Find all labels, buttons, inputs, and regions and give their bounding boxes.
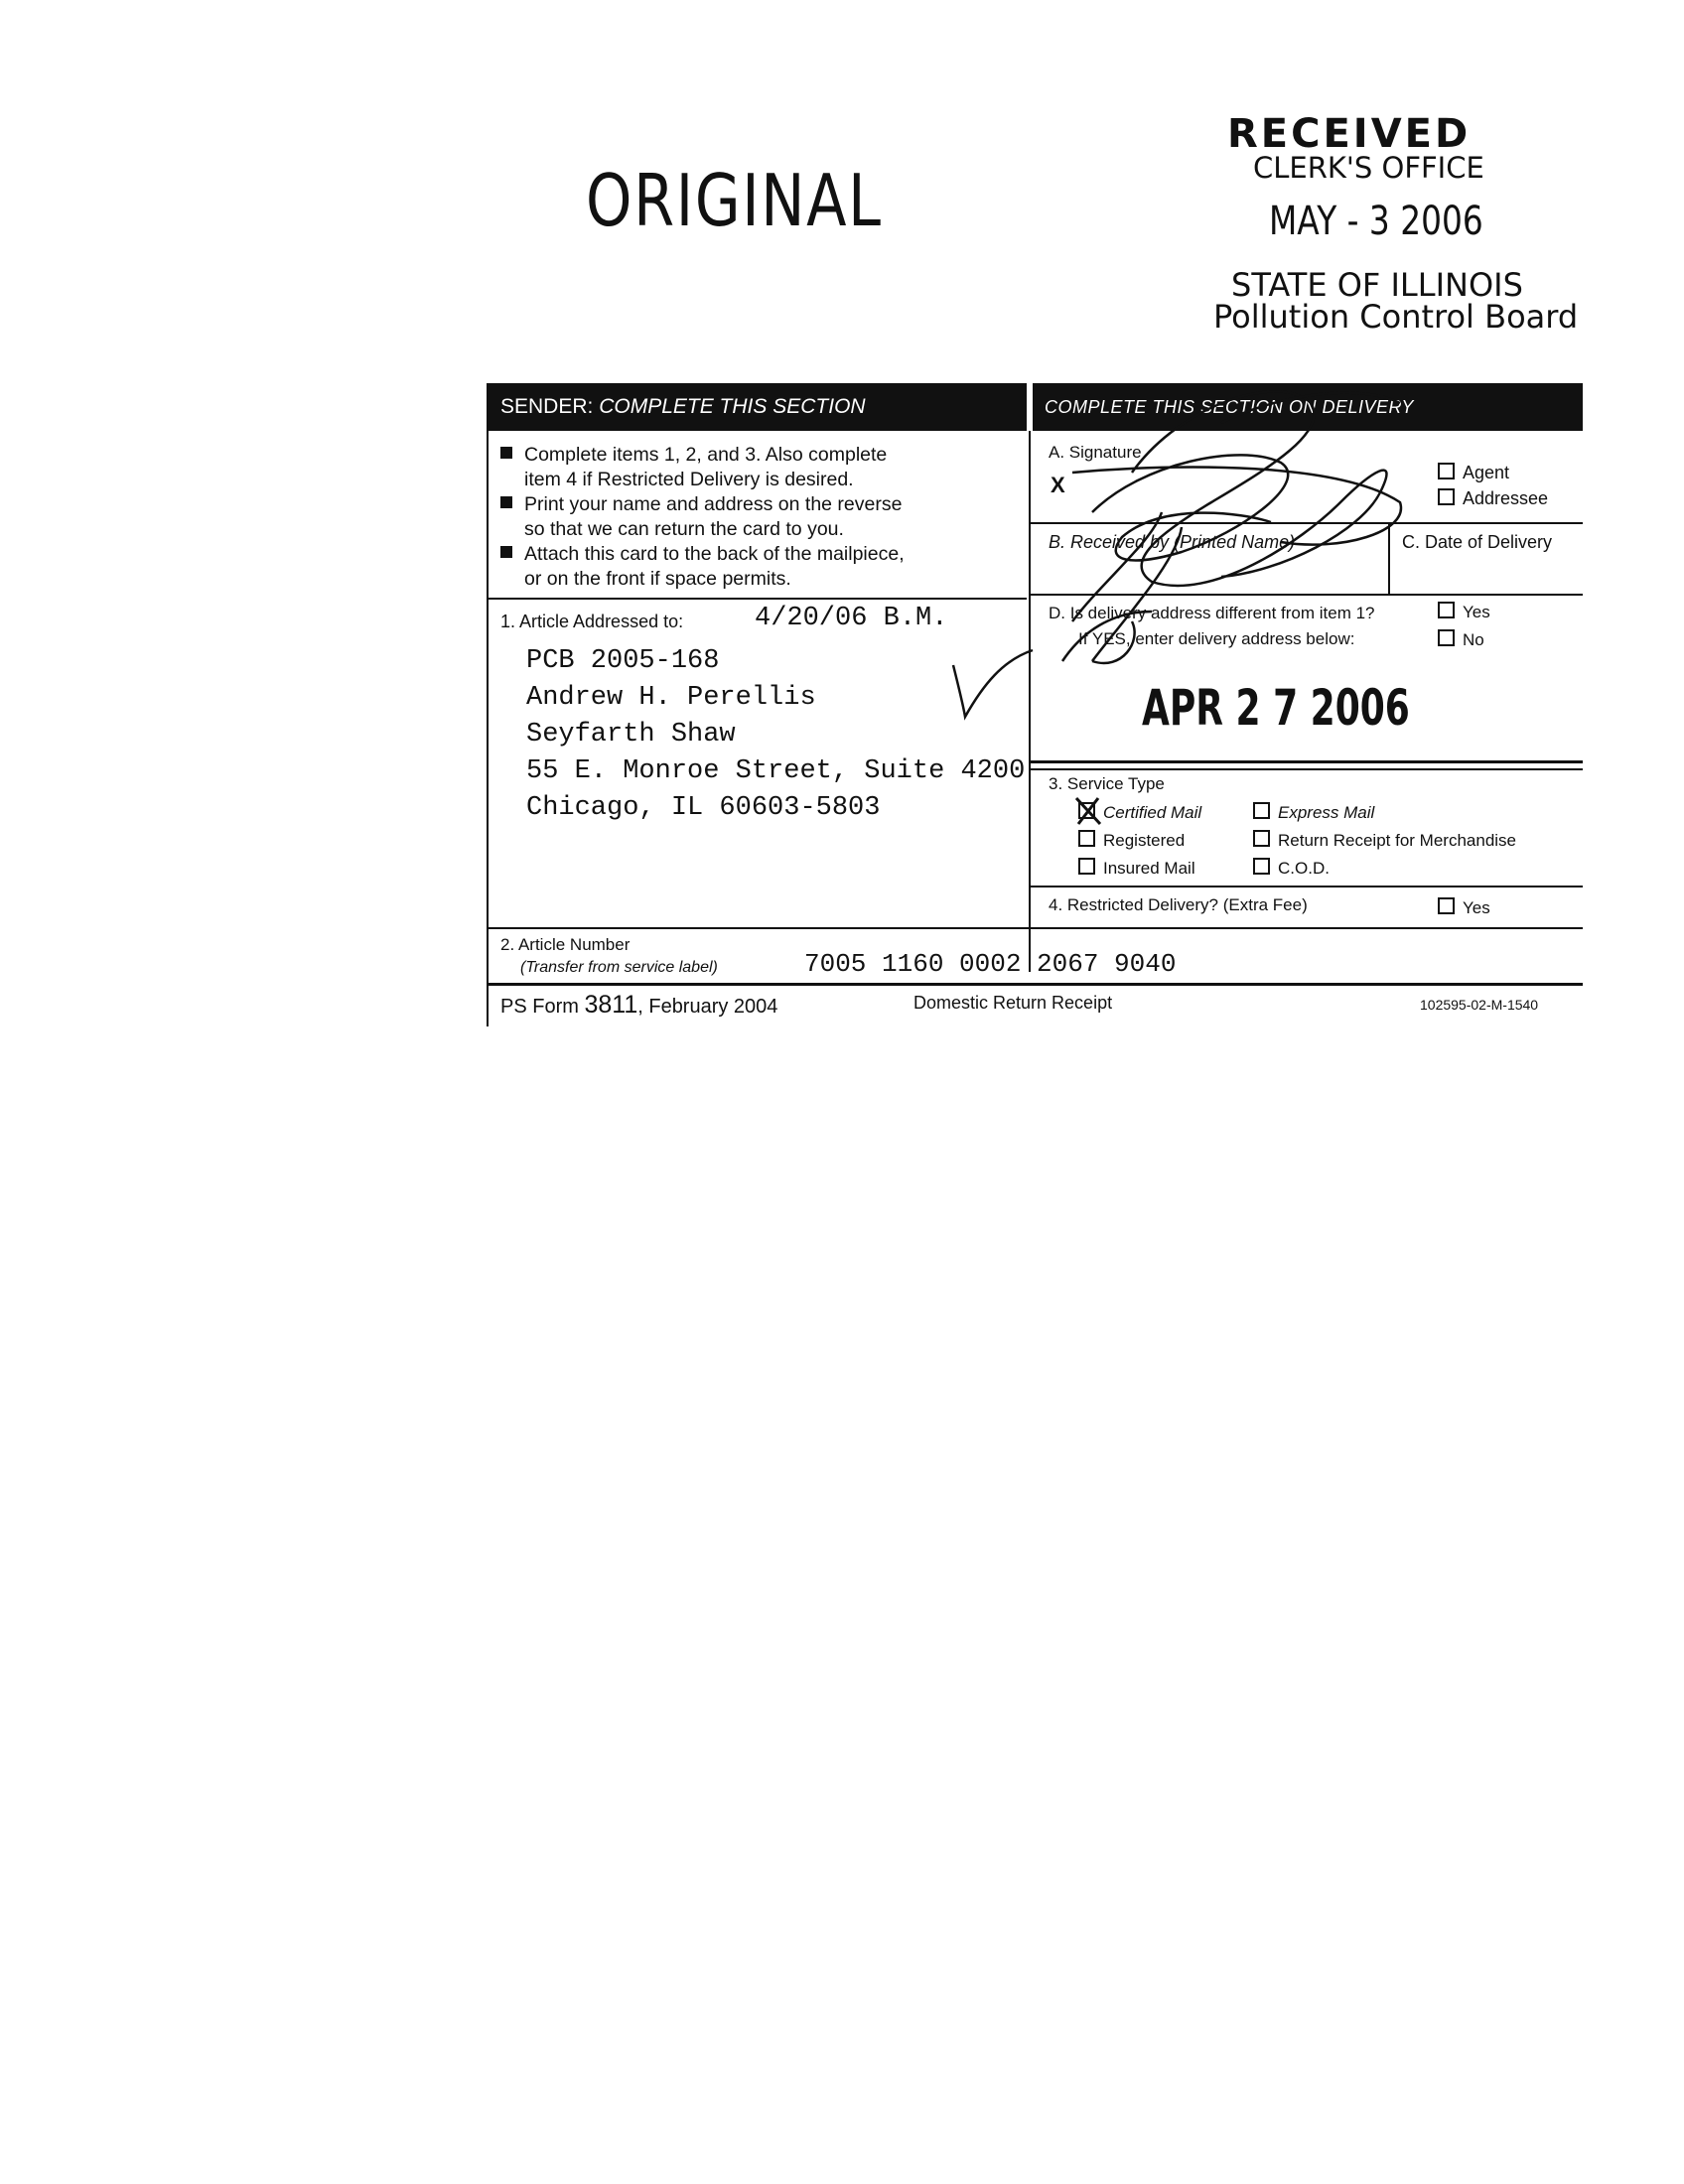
article-number-sublabel: (Transfer from service label) bbox=[520, 959, 718, 976]
article-number-label: 2. Article Number bbox=[500, 935, 631, 954]
instruction-line: or on the front if space permits. bbox=[524, 568, 791, 590]
d-question: D. Is delivery address different from item 1? bbox=[1049, 604, 1375, 622]
registered-checkbox-icon bbox=[1078, 830, 1095, 847]
instruction-line: item 4 if Restricted Delivery is desired. bbox=[524, 469, 854, 490]
delivery-date-stamp: APR 2 7 2006 bbox=[1142, 679, 1410, 737]
insured-checkbox-icon bbox=[1078, 858, 1095, 875]
instruction-line: Complete items 1, 2, and 3. Also complete bbox=[500, 443, 905, 468]
agent-option: Agent bbox=[1438, 463, 1509, 483]
signature-x: X bbox=[1051, 473, 1065, 497]
bullet-icon bbox=[500, 546, 512, 558]
form-code: 102595-02-M-1540 bbox=[1420, 997, 1539, 1013]
board-label: Pollution Control Board bbox=[1213, 298, 1579, 336]
bc-divider bbox=[1388, 522, 1390, 594]
sender-heading-italic: COMPLETE THIS SECTION bbox=[599, 395, 866, 418]
delivery-divider-2 bbox=[1031, 594, 1583, 596]
handwritten-check-mark bbox=[943, 645, 1043, 735]
article-bottom-divider bbox=[489, 983, 1583, 986]
sender-instructions bbox=[500, 443, 905, 592]
address-line: Chicago, IL 60603-5803 bbox=[526, 793, 881, 823]
state-label: STATE OF ILLINOIS bbox=[1231, 266, 1523, 304]
date-of-delivery-label: C. Date of Delivery bbox=[1402, 532, 1553, 552]
instruction-line: Print your name and address on the reverse bbox=[500, 492, 905, 517]
cod-checkbox-icon bbox=[1253, 858, 1270, 875]
instruction-line: so that we can return the card to you. bbox=[524, 518, 844, 540]
addressee-option: Addressee bbox=[1438, 488, 1548, 509]
service-cod: C.O.D. bbox=[1253, 858, 1330, 879]
express-checkbox-icon bbox=[1253, 802, 1270, 819]
delivery-divider-1 bbox=[1031, 522, 1583, 524]
address-line: Andrew H. Perellis bbox=[526, 683, 816, 713]
restricted-yes-option: Yes bbox=[1438, 897, 1490, 918]
delivery-divider-4 bbox=[1031, 768, 1583, 770]
service-return-receipt: Return Receipt for Merchandise bbox=[1253, 830, 1516, 851]
restricted-yes-checkbox-icon bbox=[1438, 897, 1455, 914]
form-id: PS Form 3811, February 2004 bbox=[500, 991, 778, 1019]
d-yes-option: Yes bbox=[1438, 602, 1490, 622]
d-no-option: No bbox=[1438, 629, 1484, 650]
service-insured: Insured Mail bbox=[1078, 858, 1195, 879]
service-type-label: 3. Service Type bbox=[1049, 774, 1165, 793]
service-registered: Registered bbox=[1078, 830, 1185, 851]
original-stamp: ORIGINAL bbox=[586, 159, 883, 242]
bullet-icon bbox=[500, 496, 512, 508]
address-line: 55 E. Monroe Street, Suite 4200 bbox=[526, 756, 1026, 786]
card-left-border bbox=[487, 383, 489, 1026]
service-certified: Certified Mail bbox=[1078, 802, 1201, 823]
signature-label: A. Signature bbox=[1049, 443, 1142, 462]
agent-checkbox-icon bbox=[1438, 463, 1455, 479]
service-express: Express Mail bbox=[1253, 802, 1374, 823]
received-date: MAY - 3 2006 bbox=[1269, 199, 1483, 244]
addressee-checkbox-icon bbox=[1438, 488, 1455, 505]
received-stamp: RECEIVED bbox=[1227, 111, 1472, 157]
sender-heading-bar bbox=[489, 383, 1027, 431]
yes-checkbox-icon bbox=[1438, 602, 1455, 618]
address-line: PCB 2005-168 bbox=[526, 646, 720, 676]
delivery-heading: COMPLETE THIS SECTION ON DELIVERY bbox=[1045, 397, 1414, 417]
clerks-office-label: CLERK'S OFFICE bbox=[1253, 151, 1484, 185]
article-top-divider bbox=[489, 927, 1583, 929]
instruction-line: Attach this card to the back of the mailpiece, bbox=[500, 542, 905, 567]
d-if-yes: If YES, enter delivery address below: bbox=[1078, 629, 1355, 648]
received-by-label: B. Received by (Printed Name) bbox=[1049, 532, 1296, 552]
certified-check-mark-icon bbox=[1074, 796, 1104, 826]
sender-divider bbox=[489, 598, 1027, 600]
delivery-divider-3 bbox=[1031, 760, 1583, 763]
restricted-label: 4. Restricted Delivery? (Extra Fee) bbox=[1049, 895, 1308, 914]
item1-note: 4/20/06 B.M. bbox=[755, 604, 948, 633]
no-checkbox-icon bbox=[1438, 629, 1455, 646]
delivery-divider-5 bbox=[1031, 886, 1583, 887]
address-line: Seyfarth Shaw bbox=[526, 720, 736, 750]
sender-heading-prefix: SENDER: bbox=[500, 395, 594, 418]
item1-label: 1. Article Addressed to: bbox=[500, 612, 684, 631]
bullet-icon bbox=[500, 447, 512, 459]
return-receipt-checkbox-icon bbox=[1253, 830, 1270, 847]
article-number: 7005 1160 0002 2067 9040 bbox=[804, 949, 1177, 979]
form-title: Domestic Return Receipt bbox=[913, 993, 1113, 1013]
